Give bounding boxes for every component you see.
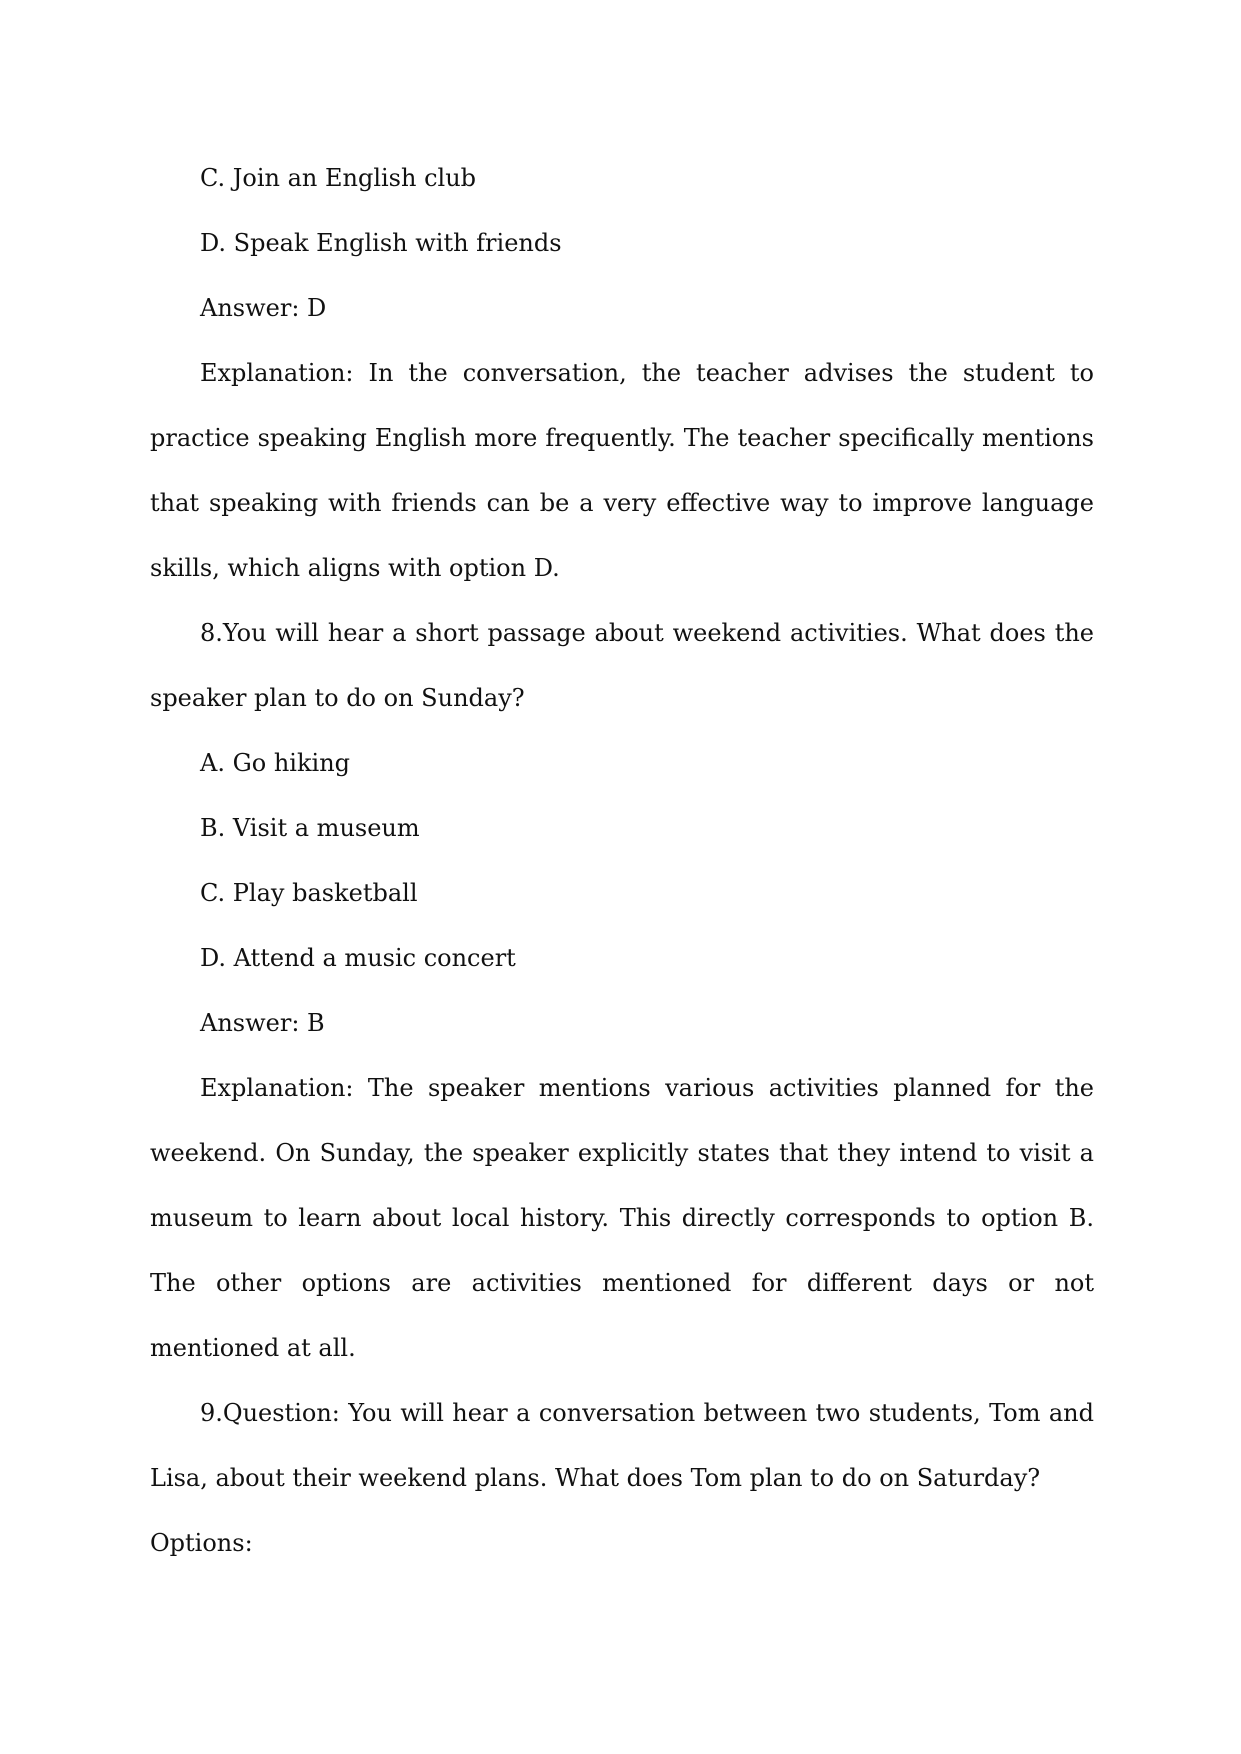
q9-options-label: Options: xyxy=(150,1529,253,1557)
q7-answer: Answer: D xyxy=(200,294,327,322)
q9-question: 9.Question: You will hear a conversation between two students, Tom and Lisa, about their weekend plans. What does Tom plan to do on Saturday? xyxy=(150,1399,1094,1492)
q8-option-a: A. Go hiking xyxy=(200,749,351,777)
q8-explanation: Explanation: The speaker mentions various activities planned for the weekend. On Sunday, the speaker explicitly states that they intend to visit a museum to learn about local history. This directly corresponds to option B. The other options are activities mentioned for different days or not mentioned at all. xyxy=(150,1074,1094,1362)
document-page xyxy=(150,146,1094,1576)
q8-option-b: B. Visit a museum xyxy=(200,814,420,842)
q8-question: 8.You will hear a short passage about weekend activities. What does the speaker plan to do on Sunday? xyxy=(150,619,1094,712)
q8-option-c: C. Play basketball xyxy=(200,879,418,907)
q7-option-d: D. Speak English with friends xyxy=(200,229,562,257)
q8-answer: Answer: B xyxy=(200,1009,325,1037)
q8-option-d: D. Attend a music concert xyxy=(200,944,516,972)
q7-option-c: C. Join an English club xyxy=(200,164,477,192)
q7-explanation: Explanation: In the conversation, the teacher advises the student to practice speaking English more frequently. The teacher specifically mentions that speaking with friends can be a very effective way to improve language skills, which aligns with option D. xyxy=(150,359,1094,582)
